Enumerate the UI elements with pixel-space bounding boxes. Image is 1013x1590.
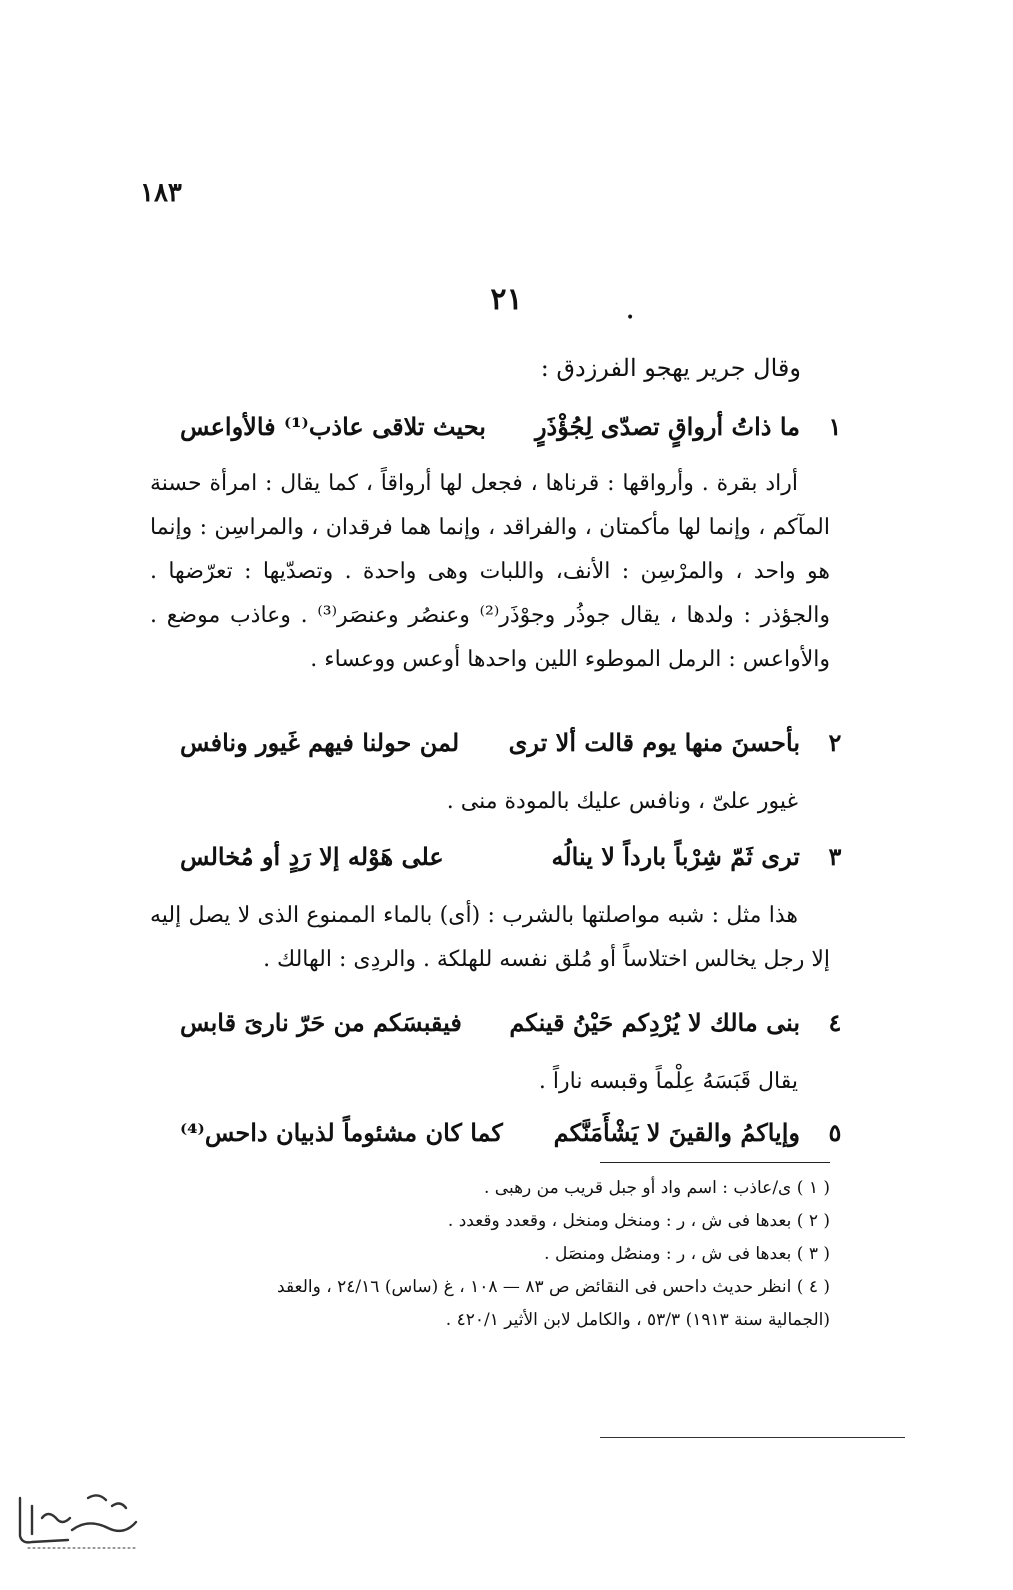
verse-number: ٢	[828, 728, 842, 757]
verse-first-hemistich: بنى مالك لا يُرْدِكم حَيْنُ قينكم	[509, 1008, 800, 1037]
footnotes	[150, 1172, 830, 1337]
verse-second-hemistich: فيقبسَكم من حَرّ نارىَ قابس	[180, 1008, 462, 1037]
verse-commentary: هذا مثل : شبه مواصلتها بالشرب : (أى) بالماء الممنوع الذى لا يصل إليه إلا رجل يخالس اختلاساً أو مُلق نفسه للهلكة . والردِى : الهالك .	[150, 903, 830, 972]
verse-line	[150, 1118, 850, 1158]
footnote: ( ٢ ) بعدها فى ش ، ر : ومنخل ومنخل ، وقعدد وقعدد .	[447, 1211, 830, 1231]
verse-line	[150, 728, 850, 768]
verse-number: ٥	[828, 1118, 842, 1147]
verse-second-hemistich: لمن حولنا فيهم غَيور ونافس	[180, 728, 460, 757]
verse-line	[150, 842, 850, 882]
poem-intro: وقال جرير يهجو الفرزدق :	[540, 354, 801, 382]
ornament-dot: •	[626, 310, 635, 326]
verse-first-hemistich: وإياكمُ والقينَ لا يَشْأَمَنَّكم	[553, 1118, 800, 1147]
verse-first-hemistich: بأحسنَ منها يوم قالت ألا ترى	[508, 728, 800, 757]
bottom-rule	[600, 1437, 905, 1438]
verse-number: ٣	[828, 842, 842, 871]
poem-number: ٢١	[490, 282, 523, 317]
verse-line	[150, 1008, 850, 1048]
verse-first-hemistich: ما ذاتُ أرواقٍ تصدّى لِجُؤْذَرٍ	[534, 412, 800, 441]
page-number: ١٨٣	[140, 178, 182, 208]
footnote: (الجمالية سنة ١٩١٣) ٥٣/٣ ، والكامل لابن الأثير ٤٢٠/١ .	[445, 1310, 830, 1330]
verse-second-hemistich: كما كان مشئوماً لذبيان داحس⁽⁴⁾	[180, 1118, 503, 1147]
verse-second-hemistich: على هَوْله إلا رَدٍ أو مُخالس	[180, 842, 444, 871]
verse-first-hemistich: ترى ثَمّ شِرْباً بارداً لا ينالُه	[551, 842, 800, 871]
verse-number: ٤	[828, 1008, 842, 1037]
verse-line	[150, 412, 850, 452]
verse-number: ١	[828, 412, 842, 441]
verse-commentary: أراد بقرة . وأرواقها : قرناها ، فجعل لها أرواقاً ، كما يقال : امرأة حسنة المآكم ، وإنما لها مأكمتان ، والفراقد ، وإنما هما فرقدان ، والمراسِن : وإنما هو واحد ، والمرْسِن : الأنف، واللبات وهى واحدة . وتصدّيها : تعرّضها . والجؤذر : ولدها ، يقال جوذُر وجوْذَر⁽²⁾ وعنصُر وعنصَر⁽³⁾ . وعاذب موضع . والأواعس : الرمل الموطوء اللين واحدها أوعس ووعساء .	[150, 471, 830, 672]
footnote: ( ١ ) ى/عاذب : اسم واد أو جبل قريب من رهبى .	[483, 1178, 830, 1198]
verse-commentary: غيور علىّ ، ونافس عليك بالمودة منى .	[446, 789, 798, 814]
verse-commentary: يقال قَبَسَهُ عِلْماً وقبسه ناراً .	[538, 1069, 798, 1094]
verse-second-hemistich: بحيث تلاقى عاذب⁽¹⁾ فالأواعس	[180, 412, 486, 441]
calligraphy-logo-icon	[8, 1478, 148, 1558]
footnote: ( ٤ ) انظر حديث داحس فى النقائض ص ٨٣ — ١٠٨ ، غ (ساس) ٢٤/١٦ ، والعقد	[277, 1277, 830, 1297]
footnote: ( ٣ ) بعدها فى ش ، ر : ومنصُل ومنصَل .	[544, 1244, 830, 1264]
footnote-divider	[600, 1162, 830, 1163]
